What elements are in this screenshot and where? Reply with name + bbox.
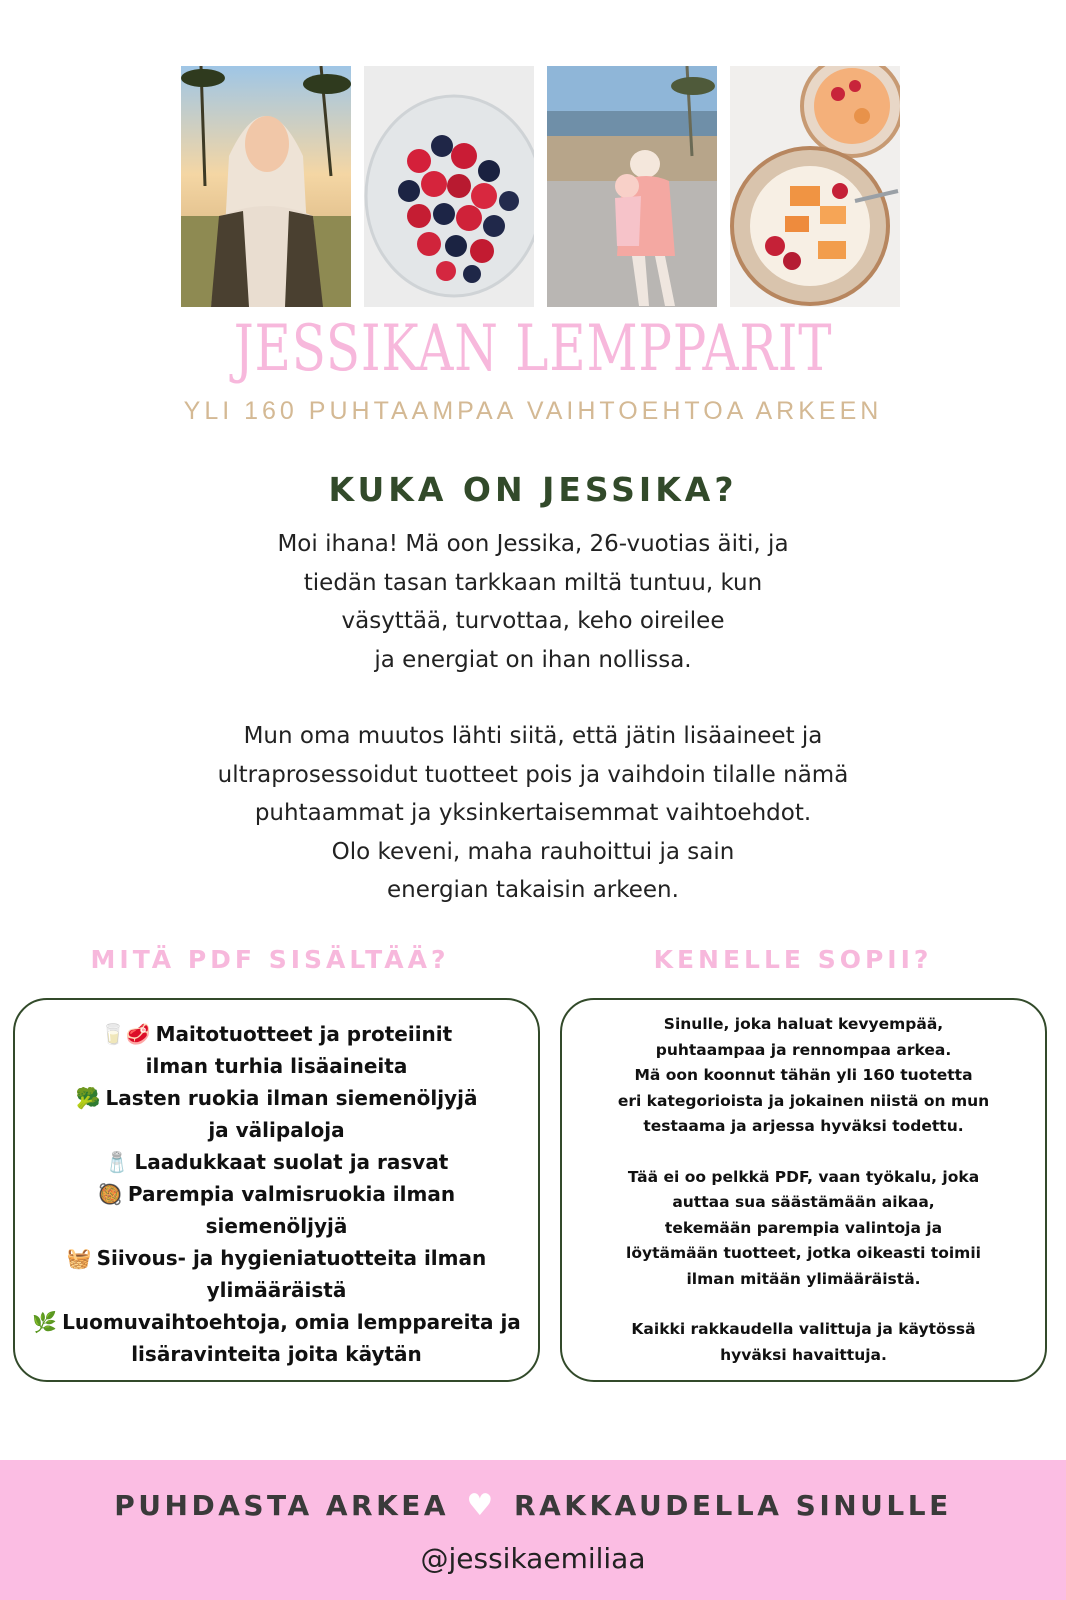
salt-icon: 🧂 (104, 1150, 130, 1174)
instagram-handle[interactable]: @jessikaemiliaa (420, 1542, 646, 1575)
audience-line: Mä oon koonnut tähän yli 160 tuotetta (634, 1066, 973, 1084)
tagline-left: PUHDASTA ARKEA (114, 1489, 450, 1522)
food-pan-icon: 🥘 (97, 1182, 123, 1206)
contents-heading: MITÄ PDF SISÄLTÄÄ? (90, 945, 450, 974)
heart-icon: ♥ (466, 1488, 497, 1523)
contents-item-cont: ylimääräistä (206, 1278, 347, 1302)
photo-berries (364, 66, 534, 307)
about-text (100, 525, 966, 910)
basket-icon: 🧺 (66, 1246, 92, 1270)
audience-line: tekemään parempia valintoja ja (664, 1218, 943, 1237)
contents-item: 🧂 Laadukkaat suolat ja rasvat (15, 1146, 538, 1178)
about-line: energian takaisin arkeen. (387, 877, 679, 903)
subtitle: YLI 160 PUHTAAMPAA VAIHTOEHTOA ARKEEN (183, 397, 883, 425)
contents-item: 🌿 Luomuvaihtoehtoja, omia lemppareita ja (15, 1306, 538, 1338)
audience-box (560, 998, 1047, 1382)
audience-line: hyväksi havaittuja. (720, 1345, 887, 1364)
audience-line: Tää ei oo pelkkä PDF, vaan työkalu, joka (627, 1167, 980, 1186)
audience-line: ilman mitään ylimääräistä. (686, 1269, 921, 1288)
about-line: Moi ihana! Mä oon Jessika, 26-vuotias äiti, ja (277, 531, 789, 557)
about-line: tiedän tasan tarkkaan miltä tuntuu, kun (303, 569, 763, 596)
contents-item-cont: lisäravinteita joita käytän (131, 1342, 422, 1366)
contents-item: 🥛🥩 Maitotuotteet ja proteiinit (15, 1018, 538, 1050)
footer-tagline (0, 1488, 1066, 1523)
about-line: Olo keveni, maha rauhoittui ja sain (331, 838, 735, 865)
audience-line: Kaikki rakkaudella valittuja ja käytössä (631, 1320, 976, 1338)
contents-item-cont: ilman turhia lisäaineita (145, 1054, 408, 1078)
tagline-right: RAKKAUDELLA SINULLE (514, 1489, 952, 1522)
contents-item-cont: ja välipaloja (208, 1118, 345, 1142)
audience-line: auttaa sua säästämään aikaa, (672, 1193, 935, 1211)
audience-line: löytämään tuotteet, jotka oikeasti toimii (626, 1244, 981, 1262)
photo-strip (181, 66, 901, 307)
contents-item: 🥦 Lasten ruokia ilman siemenöljyjä (15, 1082, 538, 1114)
main-title: JESSIKAN LEMPPARIT (233, 312, 833, 386)
contents-item: 🥘 Parempia valmisruokia ilman (15, 1178, 538, 1210)
about-heading: KUKA ON JESSIKA? (328, 470, 738, 509)
about-line: väsyttää, turvottaa, keho oireilee (341, 608, 725, 634)
photo-portrait (181, 66, 351, 307)
audience-line: puhtaampaa ja rennompaa arkea. (655, 1040, 952, 1059)
about-line: ultraprosessoidut tuotteet pois ja vaihdoin tilalle nämä (217, 761, 849, 788)
about-line: Mun oma muutos lähti siitä, että jätin lisäaineet ja (243, 723, 823, 749)
about-line: puhtaammat ja yksinkertaisemmat vaihtoehdot. (254, 800, 812, 826)
audience-heading: KENELLE SOPII? (653, 945, 933, 974)
about-line: ja energiat on ihan nollissa. (374, 646, 692, 673)
herb-icon: 🌿 (32, 1310, 58, 1334)
audience-line: eri kategorioista ja jokainen niistä on mun (617, 1091, 990, 1110)
milk-meat-icon: 🥛🥩 (100, 1022, 151, 1046)
photo-breakfast-bowls (730, 66, 900, 307)
footer-banner (0, 1460, 1066, 1600)
contents-box (13, 998, 540, 1382)
photo-mother-baby (547, 66, 717, 307)
contents-item-cont: siemenöljyjä (205, 1214, 348, 1238)
contents-item: 🧺 Siivous- ja hygieniatuotteita ilman (15, 1242, 538, 1274)
audience-line: Sinulle, joka haluat kevyempää, (663, 1015, 944, 1033)
audience-line: testaama ja arjessa hyväksi todettu. (643, 1117, 964, 1135)
broccoli-icon: 🥦 (75, 1086, 101, 1110)
